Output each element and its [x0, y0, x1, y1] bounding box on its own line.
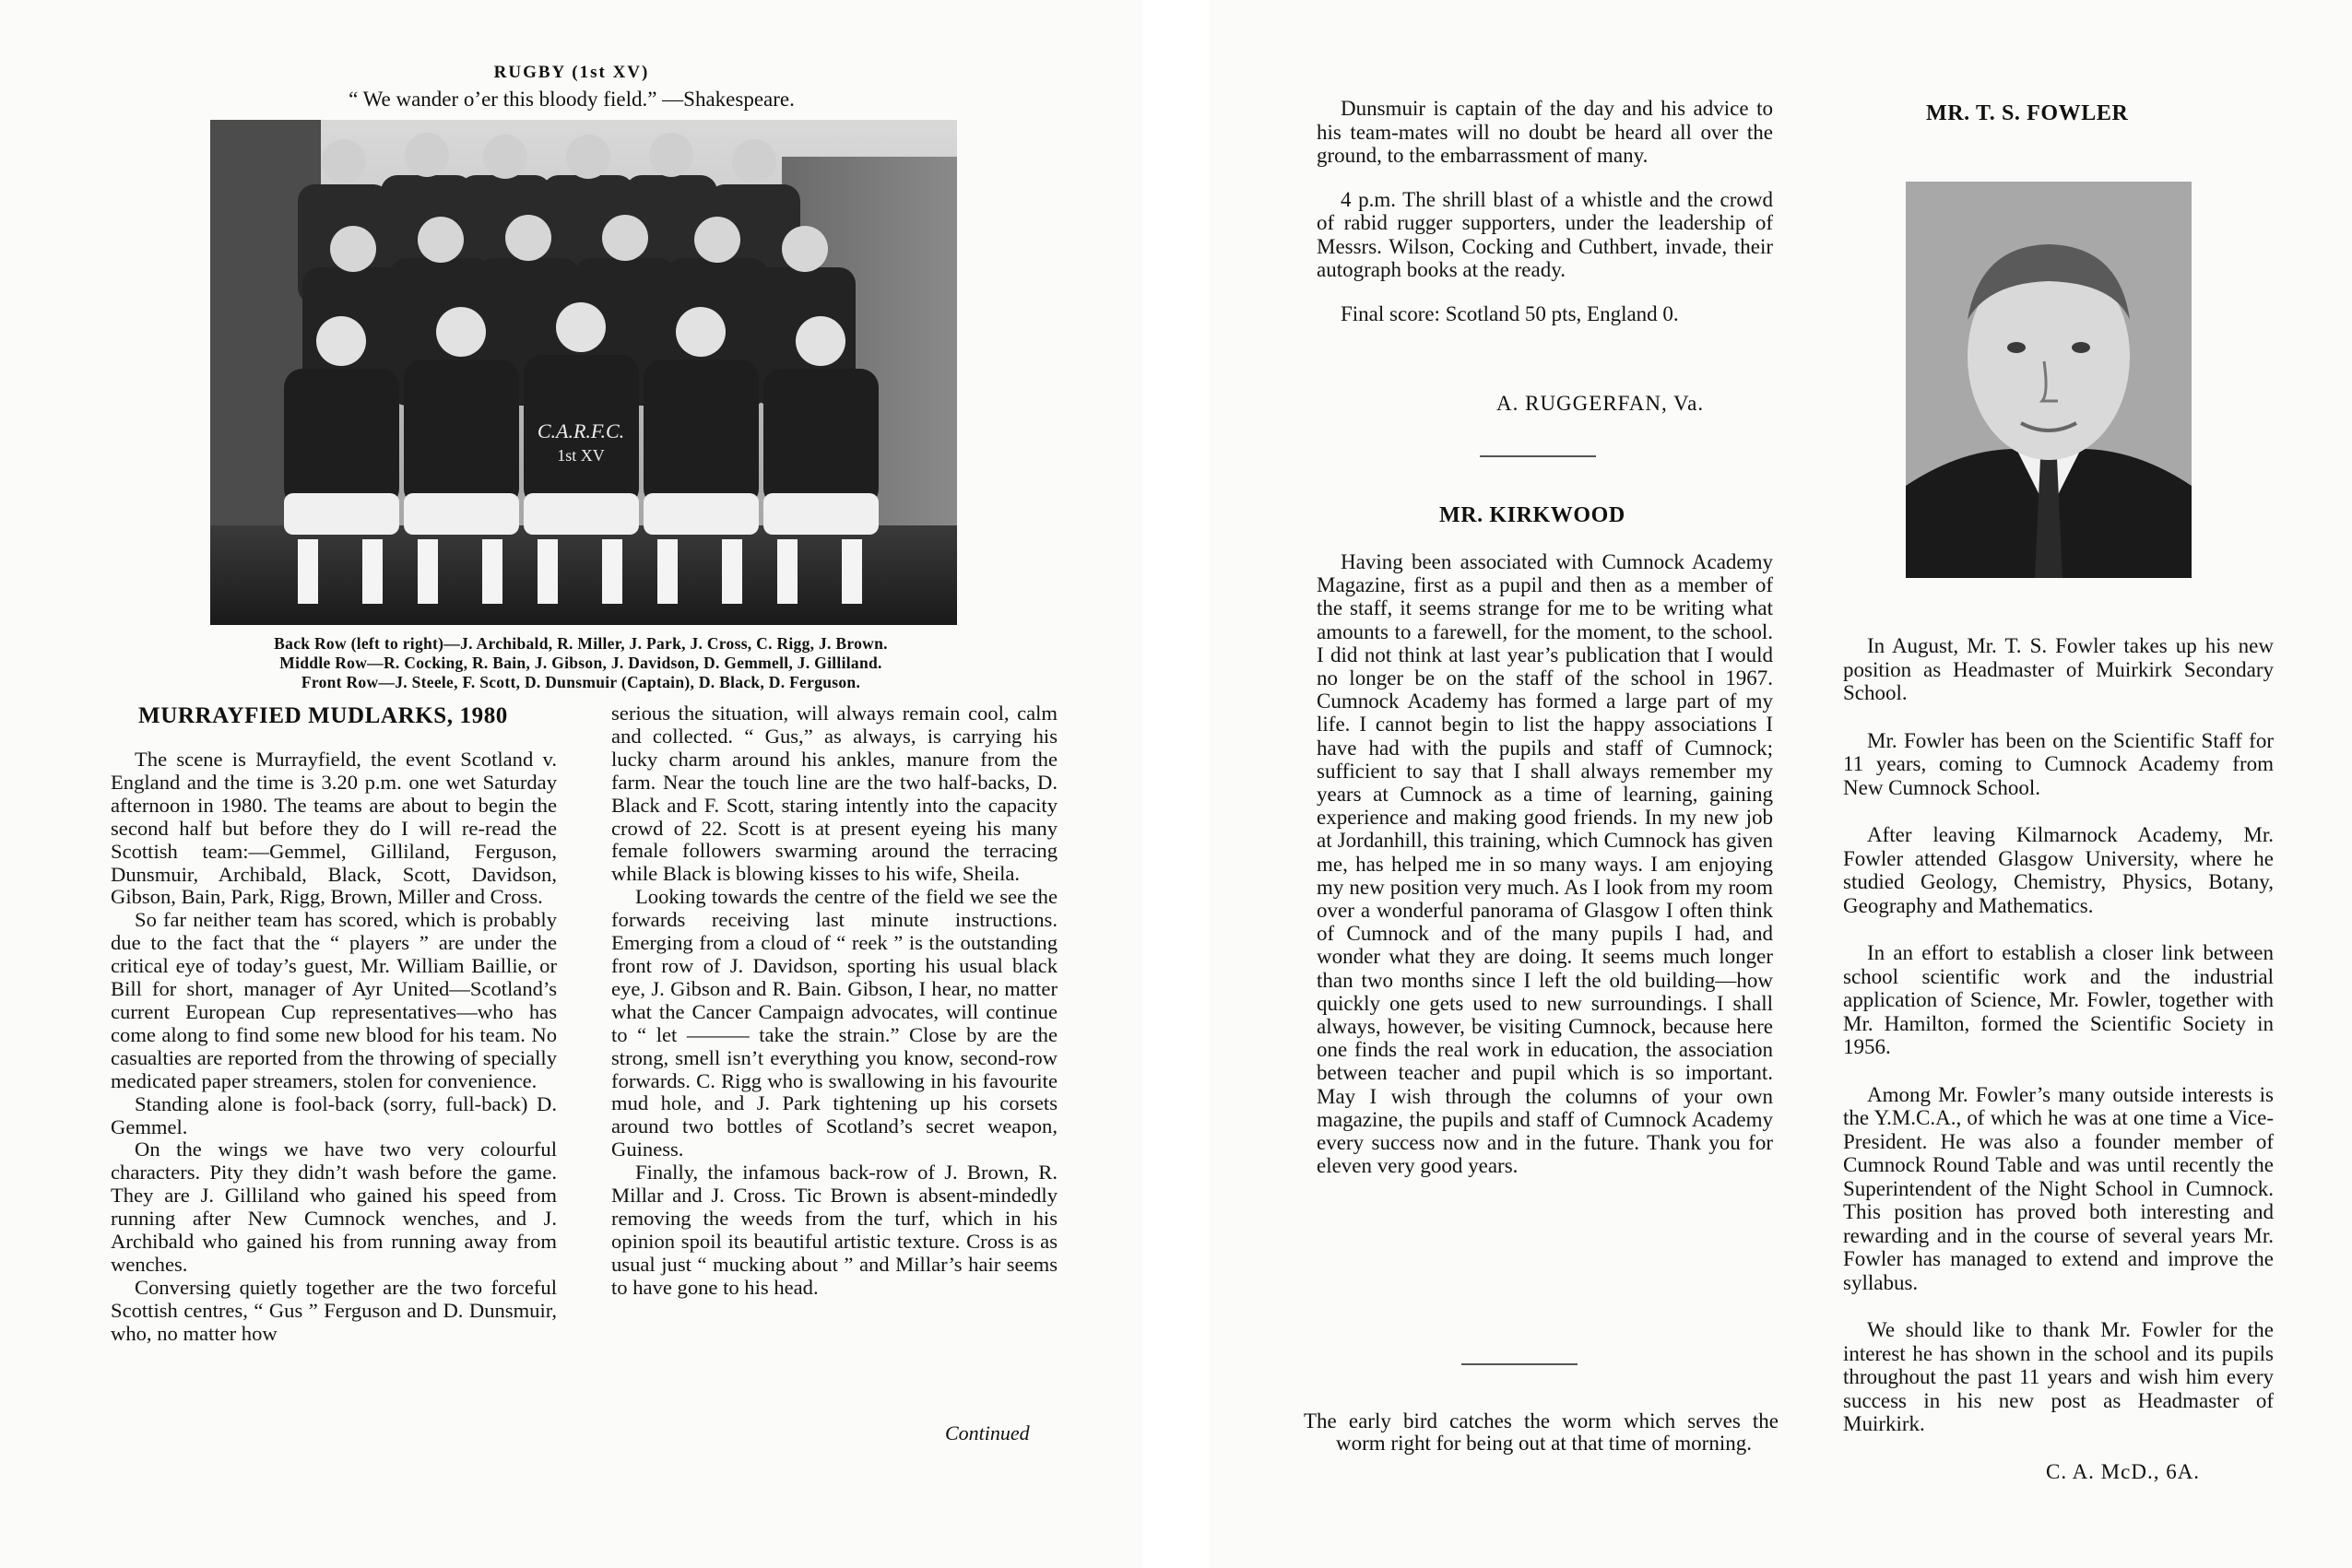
article-column-2	[611, 702, 1058, 1300]
fowler-para: Mr. Fowler has been on the Scientific Staff for 11 years, coming to Cumnock Academy from New Cumnock School.	[1843, 728, 2274, 799]
article-title: MURRAYFIED MUDLARKS, 1980	[138, 703, 508, 728]
kirkwood-para: Having been associated with Cumnock Academy Magazine, first as a pupil and then as a member of the staff, it seems strange for me to be writing what amounts to a farewell, for the moment, to the school. I did not think at last year’s publication that I would no longer be on the staff of the school in 1967. Cumnock Academy has formed a large part of my life. I cannot begin to list the happy associations I have had with the pupils and staff of Cumnock; sufficient to say that I shall always remember my years at Cumnock as a time of learning, gaining experience and making good friends. In my new job at Jordanhill, this training, which Cumnock has given me, has helped me in so many ways. I am enjoying my new position very much. As I look from my room over a wonderful panorama of Glasgow I often think of Cumnock and of the many pupils I had, and wonder what they are doing. It seems much longer than two months since I left the old building—how quickly one gets used to new surroundings. I shall always, however, be visiting Cumnock, because here one finds the real work in education, the association between teacher and pupil which is so important. May I wish through the columns of your own magazine, the pupils and staff of Cumnock Academy every success now and in the future. Thank you for eleven very good years.	[1317, 550, 1773, 1178]
left-page	[0, 0, 1143, 1568]
section-divider-2	[1461, 1363, 1578, 1365]
right-page	[1209, 0, 2352, 1568]
article-para: Looking towards the centre of the field we see the forwards receiving last minute instructions. Emerging from a cloud of “ reek ” is the outstanding front row of J. Davidson, sporting his usual black eye, J. Gibson and R. Bain. Gibson, I hear, no matter what the Cancer Campaign advocates, will continue to “ let ——— take the strain.” Close by are the strong, smell isn’t everything you know, second-row forwards. C. Rigg who is swallowing in his favourite mud hole, and J. Park tightening up his corsets around two bottles of Scotland’s secret weapon, Guiness.	[611, 885, 1058, 1161]
continued-label: Continued	[945, 1421, 1030, 1444]
fowler-para: In an effort to establish a closer link between school scientific work and the industrial application of Science, Mr. Fowler, together with Mr. Hamilton, formed the Scientific Society in 1956.	[1843, 941, 2274, 1058]
fowler-title: MR. T. S. FOWLER	[1926, 101, 2129, 125]
early-bird-filler: The early bird catches the worm which serves the worm right for being out at that time of morning.	[1304, 1409, 1779, 1455]
caption-back-row: Back Row (left to right)—J. Archibald, R. Miller, J. Park, J. Cross, C. Rigg, J. Brown.	[274, 634, 888, 653]
fowler-para: We should like to thank Mr. Fowler for the interest he has shown in the school and its pupils throughout the past 11 years and wish him every success in his new post as Headmaster of Muirkirk.	[1843, 1318, 2274, 1435]
article-para: Conversing quietly together are the two forceful Scottish centres, “ Gus ” Ferguson and D. Dunsmuir, who, no matter how	[111, 1275, 557, 1345]
svg-text:1st XV: 1st XV	[557, 446, 605, 465]
fowler-portrait-graphic	[1906, 182, 2192, 578]
fowler-para: Among Mr. Fowler’s many outside interests is the Y.M.C.A., of which he was at one time a Vice-President. He was also a founder member of Cumnock Round Table and was until recently the Superintendent of the Night School in Cumnock. This position has proved both interesting and rewarding and in the course of several years Mr. Fowler has managed to extend and improve the syllabus.	[1843, 1082, 2274, 1294]
svg-text:C.A.R.F.C.: C.A.R.F.C.	[537, 419, 625, 442]
caption-middle-row: Middle Row—R. Cocking, R. Bain, J. Gibson, J. Davidson, D. Gemmell, J. Gilliland.	[279, 654, 882, 672]
kirkwood-title: MR. KIRKWOOD	[1439, 503, 1625, 527]
fowler-para: In August, Mr. T. S. Fowler takes up his new position as Headmaster of Muirkirk Secondary School.	[1843, 634, 2274, 704]
fowler-para: After leaving Kilmarnock Academy, Mr. Fowler attended Glasgow University, where he studied Geology, Chemistry, Physics, Botany, Geography and Mathematics.	[1843, 823, 2274, 917]
team-photo-graphic	[210, 120, 957, 625]
article-para: Finally, the infamous back-row of J. Brown, R. Millar and J. Cross. Tic Brown is absent-mindedly removing the weeds from the turf, which in his opinion spoil its beautiful artistic texture. Cross is as usual just “ mucking about ” and Millar’s hair seems to have gone to his head.	[611, 1161, 1058, 1299]
article-column-1	[111, 749, 557, 1346]
continuation-para: Dunsmuir is captain of the day and his advice to his team-mates will no doubt be heard all over the ground, to the embarrassment of many.	[1317, 97, 1773, 167]
team-photograph	[210, 120, 957, 625]
kirkwood-text	[1317, 550, 1773, 1177]
section-divider	[1480, 455, 1596, 457]
page-gutter	[1143, 0, 1209, 1568]
article-para: serious the situation, will always remain cool, calm and collected. “ Gus,” as always, is carrying his lucky charm around his ankles, manure from the farm. Near the touch line are the two half-backs, D. Black and F. Scott, staring intently into the capacity crowd of 22. Scott is at present eyeing his many female followers swarming around the terracing while Black is blowing kisses to his wife, Sheila.	[611, 701, 1058, 886]
article-para: So far neither team has scored, which is probably due to the fact that the “ players ” are under the critical eye of today’s guest, Mr. William Baillie, or Bill for short, manager of Ayr United—Scotland’s current European Cup representatives—who has come along to find some new blood for his team. No casualties are reported from the throwing of specially medicated paper streamers, stolen for convenience.	[111, 908, 557, 1092]
article-para: Standing alone is fool-back (sorry, full-back) D. Gemmel.	[111, 1091, 557, 1138]
signature-ruggerfan: A. RUGGERFAN, Va.	[1496, 392, 1705, 415]
fowler-portrait	[1906, 182, 2192, 578]
continuation-para: 4 p.m. The shrill blast of a whistle and the crowd of rabid rugger supporters, under the leadership of Messrs. Wilson, Cocking and Cuthbert, invade, their autograph books at the ready.	[1317, 187, 1773, 281]
rugby-heading: RUGBY (1st XV)	[493, 63, 650, 82]
final-score: Final score: Scotland 50 pts, England 0.	[1341, 301, 1679, 325]
signature-cmcd: C. A. McD., 6A.	[2046, 1460, 2201, 1483]
fowler-text	[1843, 634, 2274, 1460]
article-para: The scene is Murrayfield, the event Scotland v. England and the time is 3.20 p.m. one wet Saturday afternoon in 1980. The teams are about to begin the second half but before they do I will re-read the Scottish team:—Gemmel, Gilliland, Ferguson, Dunsmuir, Archibald, Black, Scott, Davidson, Gibson, Bain, Park, Rigg, Brown, Miller and Cross.	[111, 748, 557, 909]
article-continuation	[1317, 97, 1773, 325]
caption-front-row: Front Row—J. Steele, F. Scott, D. Dunsmuir (Captain), D. Black, D. Ferguson.	[301, 673, 861, 691]
shakespeare-quote: “ We wander o’er this bloody field.” —Shakespeare.	[349, 88, 795, 111]
article-para: On the wings we have two very colourful characters. Pity they didn’t wash before the game. They are J. Gilliland who gained his speed from running after New Cumnock wenches, and J. Archibald who gained his from running away from wenches.	[111, 1138, 557, 1276]
photo-caption	[138, 634, 1023, 695]
